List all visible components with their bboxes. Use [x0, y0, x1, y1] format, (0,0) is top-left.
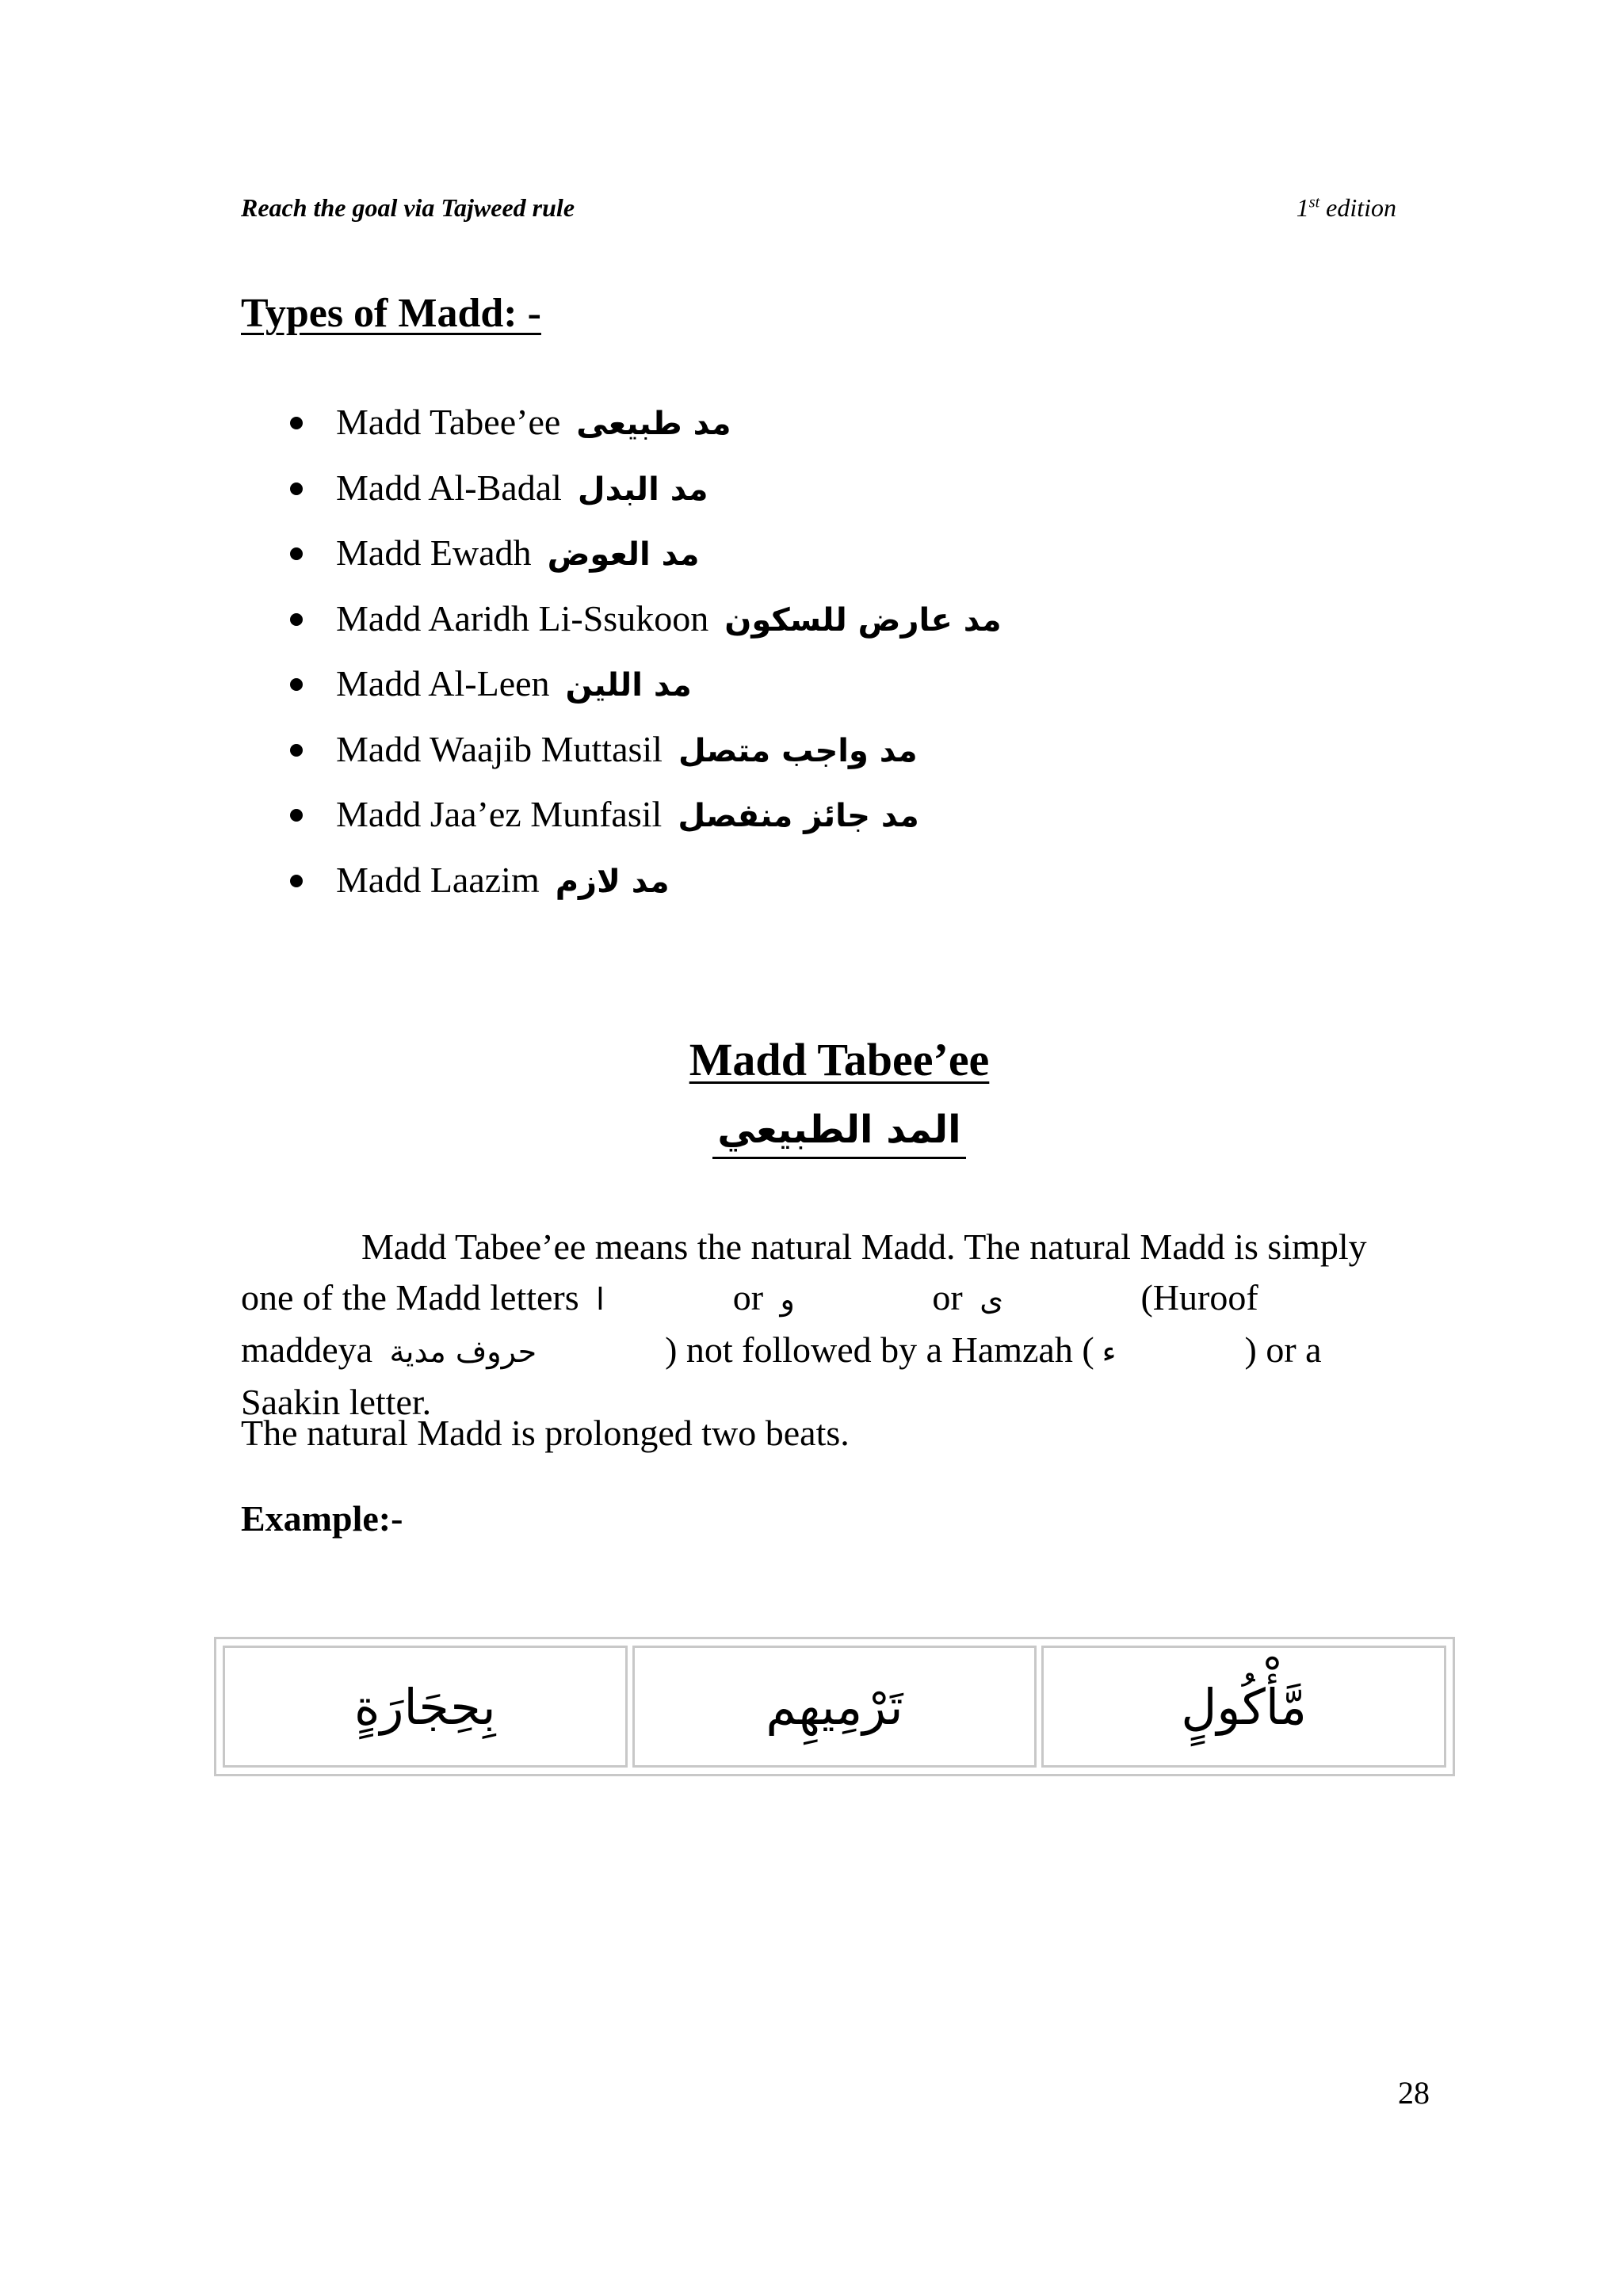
bullet-icon — [290, 744, 303, 757]
hamzah-arabic: ء — [1102, 1334, 1117, 1369]
example-cell — [1041, 1646, 1446, 1768]
example-word: بِحِجَارَةٍ — [354, 1677, 496, 1736]
bullet-icon — [290, 547, 303, 560]
madd-type-arabic: مد البدل — [577, 471, 708, 508]
bullet-icon — [290, 678, 303, 691]
types-of-madd-heading: Types of Madd: - — [241, 291, 541, 336]
page-number: 28 — [1398, 2075, 1430, 2111]
madd-type-english: Madd Laazim — [336, 859, 540, 900]
letter-waw: و — [780, 1282, 795, 1317]
list-item — [290, 521, 1002, 586]
madd-type-english: Madd Ewadh — [336, 532, 532, 573]
madd-type-english: Madd Waajib Muttasil — [336, 728, 663, 769]
definition-text-3: ) not followed by a Hamzah ( — [665, 1329, 1094, 1370]
prolonged-paragraph: The natural Madd is prolonged two beats. — [241, 1413, 850, 1453]
madd-type-arabic: مد جائز منفصل — [678, 798, 919, 834]
madd-type-arabic: مد طبيعى — [576, 406, 731, 442]
madd-type-arabic: مد واجب متصل — [678, 732, 918, 769]
madd-type-english: Madd Al-Leen — [336, 663, 550, 704]
letter-ya: ى — [980, 1282, 1003, 1317]
example-cell — [223, 1646, 628, 1768]
running-header-title: Reach the goal via Tajweed rule — [241, 193, 575, 222]
example-word: تَرْمِيهِم — [766, 1677, 903, 1736]
madd-type-arabic: مد اللين — [565, 667, 692, 704]
definition-text-4: ) or a Saakin letter. — [241, 1329, 1322, 1422]
or-text-2: or — [932, 1277, 963, 1318]
madd-type-english: Madd Al-Badal — [336, 467, 562, 508]
types-of-madd-list — [290, 390, 1002, 913]
bullet-icon — [290, 417, 303, 429]
examples-table — [214, 1637, 1455, 1776]
madd-type-arabic: مد العوض — [547, 536, 700, 573]
list-item — [290, 456, 1002, 521]
list-item — [290, 651, 1002, 717]
madd-type-english: Madd Jaa’ez Munfasil — [336, 794, 663, 834]
madd-tabeeee-heading: Madd Tabee’ee — [689, 1034, 990, 1085]
madd-type-arabic: مد عارض للسكون — [724, 601, 1002, 639]
madd-type-english: Madd Aaridh Li-Ssukoon — [336, 597, 709, 639]
edition-number: 1 — [1296, 193, 1309, 222]
madd-tabeeee-arabic-heading: المد الطبيعي — [712, 1108, 965, 1159]
or-text-1: or — [732, 1277, 764, 1318]
list-item — [290, 782, 1002, 848]
definition-paragraph — [241, 1222, 1395, 1428]
bullet-icon — [290, 809, 303, 822]
huroof-maddeya-arabic: حروف مدية — [389, 1334, 537, 1369]
edition-ordinal-suffix: st — [1308, 193, 1320, 212]
bullet-icon — [290, 613, 303, 626]
example-cell — [632, 1646, 1037, 1768]
list-item — [290, 390, 1002, 456]
example-label: Example:- — [241, 1498, 403, 1539]
madd-type-arabic: مد لازم — [555, 863, 670, 900]
madd-tabeeee-arabic-heading-wrap — [0, 1108, 1623, 1159]
madd-type-english: Madd Tabee’ee — [336, 402, 561, 442]
edition-word: edition — [1326, 193, 1396, 222]
list-item — [290, 848, 1002, 913]
running-header-edition — [1296, 193, 1396, 223]
list-item — [290, 717, 1002, 783]
example-word: مَّأْكُولٍ — [1181, 1677, 1308, 1736]
definition-text-1: Madd Tabee’ee means the natural Madd. The natural Madd is simply one of the Madd letters — [241, 1226, 1367, 1318]
list-item — [290, 586, 1002, 652]
definition-text-2: (Huroof maddeya — [241, 1277, 1258, 1370]
letter-alif: ا — [596, 1282, 605, 1317]
bullet-icon — [290, 875, 303, 887]
bullet-icon — [290, 482, 303, 495]
